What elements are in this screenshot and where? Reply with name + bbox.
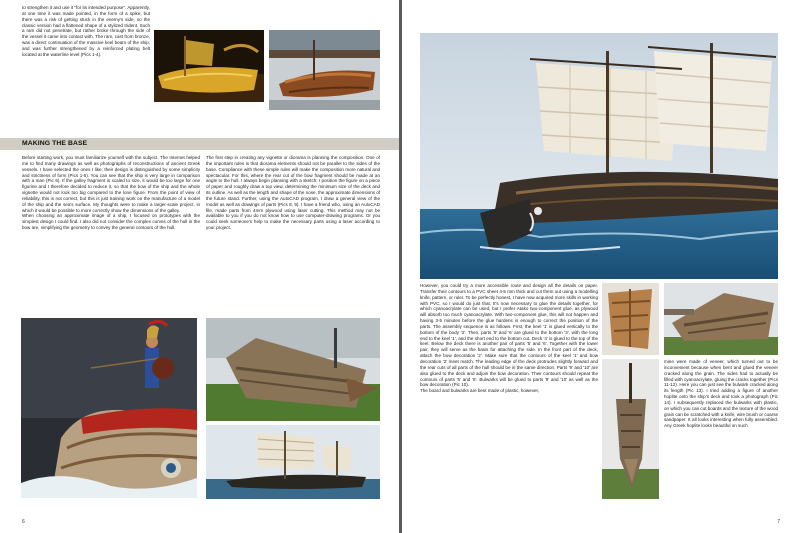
photo-hoplite-on-bow xyxy=(21,318,197,498)
photo-hull-side xyxy=(664,283,778,355)
photo-trireme-under-sail xyxy=(420,33,778,279)
right-page-number: 7 xyxy=(777,519,780,525)
left-column-1: Before starting work, you must familiarize yourself with the subject. The Internet helped me to find many drawings as well as photographs of reconstructions of ancient Greek vessels. I have selected the ones I like; their design is distinguished by some simplicity and strictness of form (Pics 1-5). You can see that the ship is very large in comparison with a man (Pic 6). If the galley fragment is scaled to size, it would be too large for one figurine and I therefore decided to reduce it, so that the bow of the ship and the whole vignette would not look too big compared to the lone figure. From the point of view of reliability, this is not correct, but this is just training work on the manufacture of a model of the ship and the sea's surface. My thoughts were to make a larger-scale project, in which it would be possible to more correctly show the dimensions of the galley. When choosing an approximate image of a ship, I focused on prototypes with the simplest design I could find. I also did not consider the complex curves of the hull in the bow are, simplifying the geometry to convey the general contours of the hull. xyxy=(22,155,200,231)
left-column-2: The first step in creating any vignette or diorama is planning the composition. One of the important rules is that diorama elements should not be parallel to the sides of the base. Compliance with these simple rules will make the composition more natural and spectacular. For this, where the rear cut of the bow fragment should be made at an angle to the hull. I always begin planning with a sketch; I position the figure on a piece of paper and roughly draw a top view, determining the minimum size of the deck and its outline. As well as the length and shape of the nose, the approximate dimensions of the future stand. Further, using the AutoCAD program, I draw a general view of the model as well as drawings of parts (Pics 8, 9). I have a friend who, using an AutoCAD file, made parts from 4mm plywood using laser cutting. This method may not be available to you if you do not know how to use computer-drawing programs. Or you could seek someone's help to make the necessary parts using a laser according to your project. xyxy=(206,155,380,231)
right-column-1: However, you could try a more accessible route and design all the details on paper. Transfer their contours to a PVC sheet 4-5 mm thick and cut them out using a modelling knife, pattern, or ruler. To be perfectly honest, I have now acquired more skills in working with PVC, so I would do just that. It's now necessary to glue the details together, for which cyanoacrylate can be used, but I prefer Atako two-component glue, as plywood will absorb too much cyanoacrylate. With two-component glue, this will not happen and having 3-5 minutes before the glue hardens is enough to correct the position of the parts. The assembly sequence is as follows. First, the keel '1' is glued vertically to the bottom of the body '3'. Then, parts '5' and '6' are glued to the bottom '3', with the long end to the keel '1', and the short end to the bottom cut. Deck '4' is glued to the top of the keel. Below the deck there is another pair of parts '5' and '6'. Together with the lower pair, they will serve as the basis for attaching the side. In the front part of the deck, attach the bow decoration '2'. Make sure that the contours of the keel '1' and bow decoration '2' meet match. The leading edge of the deck protrudes slightly forward and the rear cuts of all parts of the hull should be in the same direction. Parts '9' and '10' are also glued to the deck and adjoin the bow decoration. Their contours should repeat the contours of parts '5' and '6'. Bulwarks will be glued to parts '9' and '10' as well as the bow decoration (Pic 10). The board and bulwarks are best made of plastic, however, xyxy=(420,283,598,394)
left-page xyxy=(0,0,399,533)
photo-wooden-ship-model xyxy=(269,30,380,110)
section-heading-bar xyxy=(0,138,399,150)
photo-hull-front xyxy=(602,359,659,499)
photo-ram-fragment xyxy=(206,318,380,421)
right-page xyxy=(402,0,800,533)
right-column-2: mine were made of veneer, which turned out to be inconvenient because when bent and glued the veneer cracked along the grain. The sides had to actually be filled with cyanoacrylate, gluing the cracks together (Pics 11-12). Here you can just see the bulwark cracked along its length (Pic 13). I tried adding a figure of another hoplite onto the ship's deck and took a photograph (Pic 14). I subsequently replaced the bulwarks with plastic, on which you can cut boards and the texture of the wood grain can be scratched with a knife, wire brush or coarse sandpaper. It all looks interesting when fully assembled. Any Greek hoplite looks beautiful on such xyxy=(664,359,778,429)
intro-text: to strengthen it and use it "for its intended purpose". Apparently, at one time it was made pointed, in the form of a spike, but there was a risk of getting stuck in the enemy's side, so the classic version had a flattened shape of a stylized trident. Such a ram did not penetrate, but rather broke through the side of the vessel it came into contact with. The ram, cast from bronze, was a direct continuation of the massive keel beam of the ship, and was further strengthened by a reinforced plating belt located at the waterline level (Pics 1-4). xyxy=(22,5,150,57)
photo-ship-at-sea xyxy=(206,425,380,499)
section-heading: MAKING THE BASE xyxy=(22,140,88,147)
photo-golden-ship-model xyxy=(154,30,264,102)
photo-hull-frames xyxy=(602,283,659,355)
left-page-number: 6 xyxy=(22,519,25,525)
